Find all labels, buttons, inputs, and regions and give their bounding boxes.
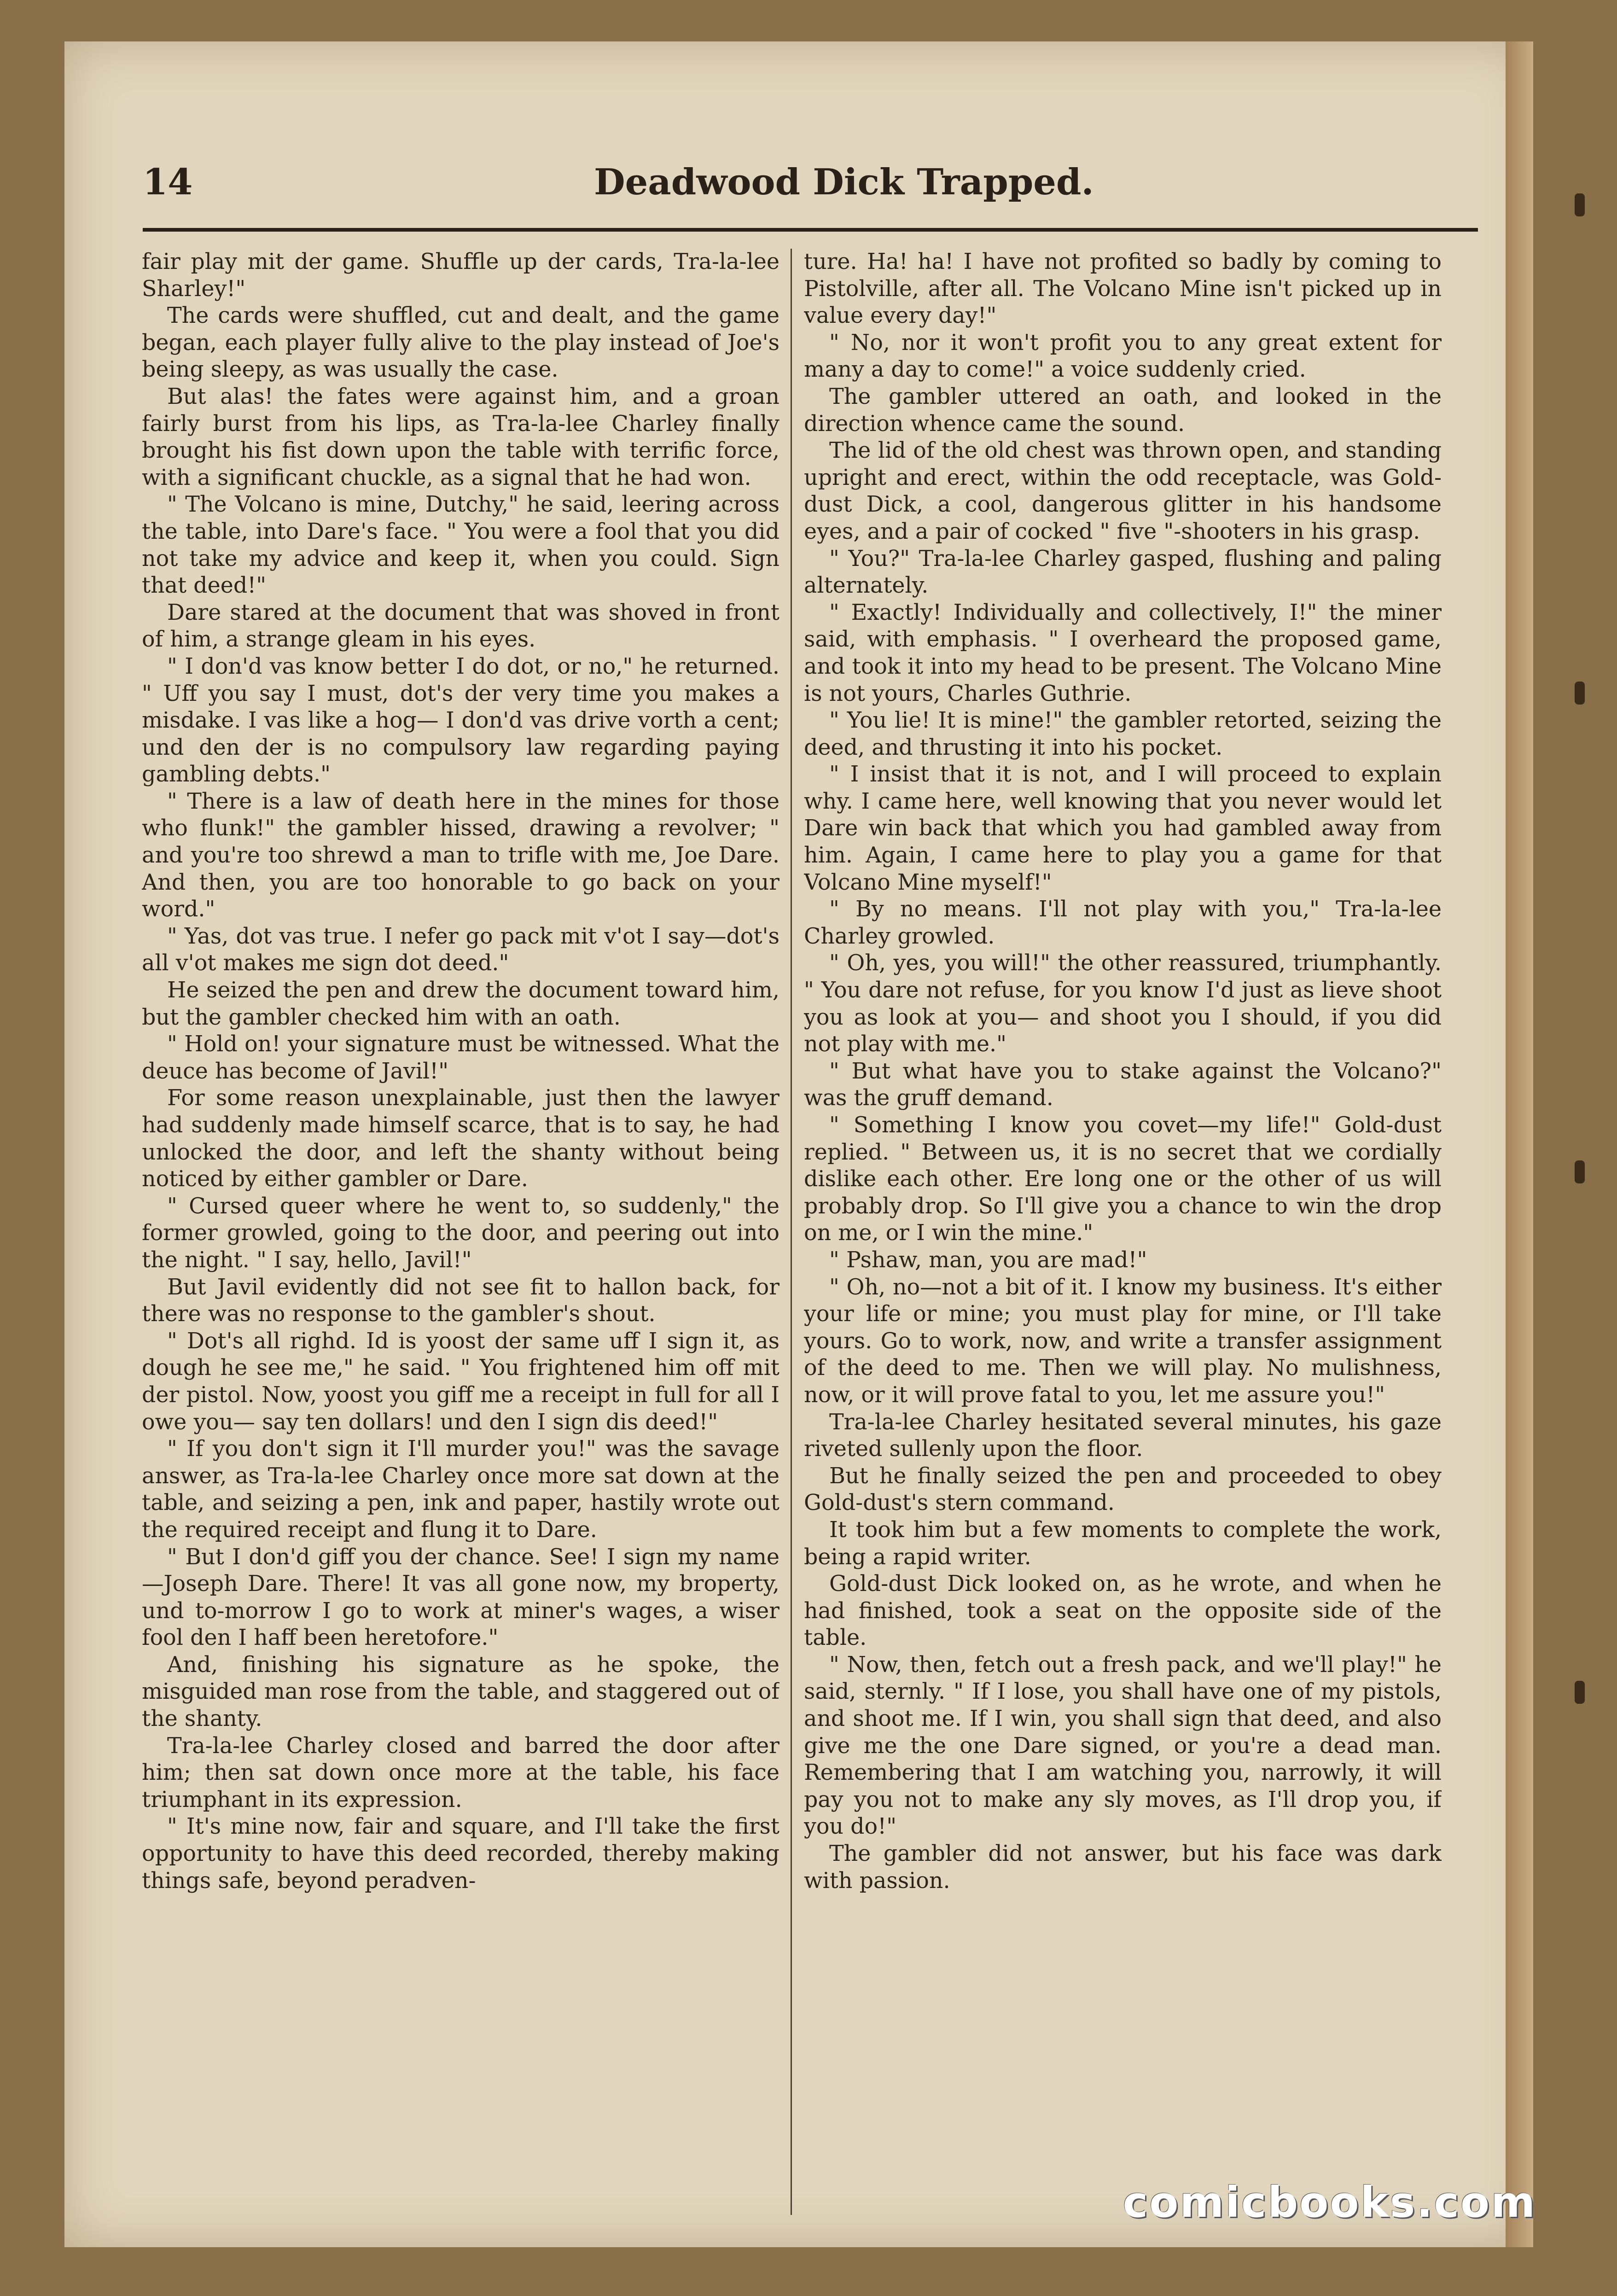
paragraph: The gambler uttered an oath, and looked in the direction whence came the sound. xyxy=(804,384,1442,437)
paragraph: " You?" Tra-la-lee Charley gasped, flushing and paling alternately. xyxy=(804,546,1442,599)
binding-hole xyxy=(1575,193,1585,216)
binding-holes xyxy=(1575,0,1593,2296)
paragraph: " The Volcano is mine, Dutchy," he said, leering across the table, into Dare's face. " You were a fool that you did not take my advice and keep it, when you could. Sign that deed!" xyxy=(142,492,779,599)
paragraph: " It's mine now, fair and square, and I'll take the first opportunity to have this deed recorded, thereby making things safe, beyond peradven- xyxy=(142,1814,779,1894)
paragraph: The gambler did not answer, but his face was dark with passion. xyxy=(804,1841,1442,1894)
paragraph: " Oh, yes, you will!" the other reassured, triumphantly. " You dare not refuse, for you know I'd just as lieve shoot you as look at you— and shoot you I should, if you did not play with me." xyxy=(804,950,1442,1057)
paragraph: " But what have you to stake against the Volcano?" was the gruff demand. xyxy=(804,1058,1442,1111)
paragraph: And, finishing his signature as he spoke, the misguided man rose from the table, and staggered out of the shanty. xyxy=(142,1652,779,1732)
paragraph: " I don'd vas know better I do dot, or no," he returned. " Uff you say I must, dot's der very time you makes a misdake. I vas like a hog— I don'd vas drive vorth a cent; und den der is no compulsory law regarding paying gambling debts." xyxy=(142,653,779,787)
page-number: 14 xyxy=(143,161,193,203)
paragraph: " Cursed queer where he went to, so suddenly," the former growled, going to the door, and peering out into the night. " I say, hello, Javil!" xyxy=(142,1193,779,1273)
column-divider xyxy=(791,249,792,2215)
binding-hole xyxy=(1575,682,1585,705)
paragraph: Gold-dust Dick looked on, as he wrote, and when he had finished, took a seat on the opposite side of the table. xyxy=(804,1571,1442,1651)
page-header xyxy=(143,147,1478,212)
watermark: comicbooks.com xyxy=(1123,2178,1536,2227)
paragraph: " You lie! It is mine!" the gambler retorted, seizing the deed, and thrusting it into his pocket. xyxy=(804,708,1442,760)
header-rule xyxy=(143,228,1478,232)
running-title: Deadwood Dick Trapped. xyxy=(594,161,1094,203)
paragraph: ture. Ha! ha! I have not profited so badly by coming to Pistolville, after all. The Volcano Mine isn't picked up in value every day!" xyxy=(804,249,1442,329)
magazine-page xyxy=(64,41,1533,2247)
paragraph: " Something I know you covet—my life!" Gold-dust replied. " Between us, it is no secret that we cordially dislike each other. Ere long one or the other of us will probably drop. So I'll give you a chance to win the drop on me, or I win the mine." xyxy=(804,1113,1442,1246)
paragraph: But alas! the fates were against him, and a groan fairly burst from his lips, as Tra-la-lee Charley finally brought his fist down upon the table with terrific force, with a significant chuckle, as a signal that he had won. xyxy=(142,384,779,490)
paragraph: " Now, then, fetch out a fresh pack, and we'll play!" he said, sternly. " If I lose, you shall have one of my pistols, and shoot me. If I win, you shall sign that deed, and also give me the one Dare signed, or you're a dead man. Remembering that I am watching you, narrowly, it will pay you not to make any sly moves, as I'll drop you, if you do!" xyxy=(804,1652,1442,1840)
paragraph: " Yas, dot vas true. I nefer go pack mit v'ot I say—dot's all v'ot makes me sign dot deed." xyxy=(142,923,779,976)
paragraph: It took him but a few moments to complete the work, being a rapid writer. xyxy=(804,1517,1442,1570)
paragraph: " But I don'd giff you der chance. See! I sign my name—Joseph Dare. There! It vas all gone now, my broperty, und to-morrow I go to work at miner's wages, a wiser fool den I haff been heretofore." xyxy=(142,1544,779,1651)
paragraph: For some reason unexplainable, just then the lawyer had suddenly made himself scarce, that is to say, he had unlocked the door, and left the shanty without being noticed by either gambler or Dare. xyxy=(142,1085,779,1192)
paragraph: But Javil evidently did not see fit to hallon back, for there was no response to the gambler's shout. xyxy=(142,1274,779,1327)
paragraph: " I insist that it is not, and I will proceed to explain why. I came here, well knowing that you never would let Dare win back that which you had gambled away from him. Again, I came here to play you a game for that Volcano Mine myself!" xyxy=(804,762,1442,895)
paragraph: Tra-la-lee Charley closed and barred the door after him; then sat down once more at the table, his face triumphant in its expression. xyxy=(142,1733,779,1812)
paragraph: " Exactly! Individually and collectively, I!" the miner said, with emphasis. " I overheard the proposed game, and took it into my head to be present. The Volcano Mine is not yours, Charles Guthrie. xyxy=(804,600,1442,706)
paragraph: The lid of the old chest was thrown open, and standing upright and erect, within the odd receptacle, was Gold-dust Dick, a cool, dangerous glitter in his handsome eyes, and a pair of cocked " five "-shooters in his grasp. xyxy=(804,438,1442,544)
paragraph: " If you don't sign it I'll murder you!" was the savage answer, as Tra-la-lee Charley once more sat down at the table, and seizing a pen, ink and paper, hastily wrote out the required receipt and flung it to Dare. xyxy=(142,1436,779,1543)
paragraph: Tra-la-lee Charley hesitated several minutes, his gaze riveted sullenly upon the floor. xyxy=(804,1409,1442,1462)
paragraph: Dare stared at the document that was shoved in front of him, a strange gleam in his eyes. xyxy=(142,600,779,653)
paragraph: " Hold on! your signature must be witnessed. What the deuce has become of Javil!" xyxy=(142,1031,779,1084)
paragraph: The cards were shuffled, cut and dealt, and the game began, each player fully alive to the play instead of Joe's being sleepy, as was usually the case. xyxy=(142,303,779,383)
paragraph: " No, nor it won't profit you to any great extent for many a day to come!" a voice suddenly cried. xyxy=(804,330,1442,383)
paragraph: fair play mit der game. Shuffle up der cards, Tra-la-lee Sharley!" xyxy=(142,249,779,302)
paragraph: " Dot's all righd. Id is yoost der same uff I sign it, as dough he see me," he said. " You frightened him off mit der pistol. Now, yoost you giff me a receipt in full for all I owe you— say ten dollars! und den I sign dis deed!" xyxy=(142,1328,779,1435)
binding-hole xyxy=(1575,1160,1585,1183)
page-spine xyxy=(1506,41,1533,2247)
paragraph: But he finally seized the pen and proceeded to obey Gold-dust's stern command. xyxy=(804,1463,1442,1516)
paragraph: He seized the pen and drew the document toward him, but the gambler checked him with an oath. xyxy=(142,978,779,1030)
paragraph: " By no means. I'll not play with you," Tra-la-lee Charley growled. xyxy=(804,897,1442,949)
left-column xyxy=(142,249,779,2215)
paragraph: " There is a law of death here in the mines for those who flunk!" the gambler hissed, drawing a revolver; " and you're too shrewd a man to trifle with me, Joe Dare. And then, you are too honorable to go back on your word." xyxy=(142,788,779,922)
binding-hole xyxy=(1575,1681,1585,1704)
right-column xyxy=(804,249,1442,2215)
paragraph: " Pshaw, man, you are mad!" xyxy=(829,1247,1147,1273)
paragraph: " Oh, no—not a bit of it. I know my business. It's either your life or mine; you must play for mine, or I'll take yours. Go to work, now, and write a transfer assignment of the deed to me. Then we will play. No mulishness, now, or it will prove fatal to you, let me assure you!" xyxy=(804,1274,1442,1408)
